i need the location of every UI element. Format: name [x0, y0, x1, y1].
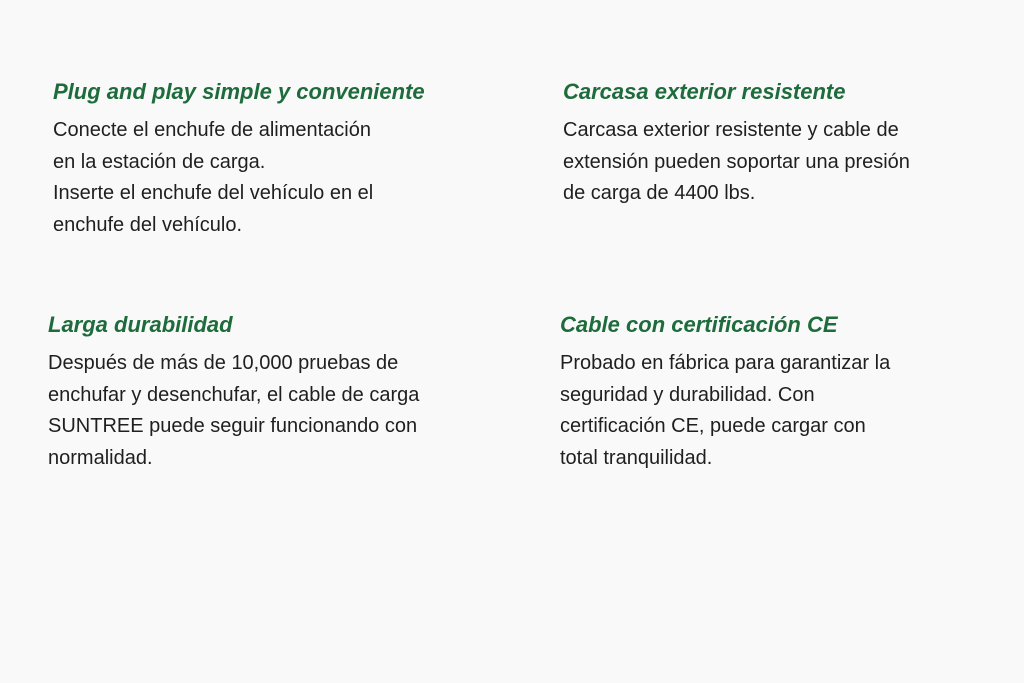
feature-description-line: normalidad. — [48, 446, 153, 469]
feature-description-line: seguridad y durabilidad. Con — [560, 383, 815, 406]
feature-description-line: extensión pueden soportar una presión — [563, 150, 910, 173]
feature-description-line: Inserte el enchufe del vehículo en el — [53, 182, 374, 204]
feature-description-line: en la estación de carga. — [53, 150, 266, 173]
feature-description-line: SUNTREE puede seguir funcionando con — [48, 415, 418, 437]
feature-description-line: total tranquilidad. — [560, 446, 713, 469]
feature-description-line: Probado en fábrica para garantizar la — [560, 352, 891, 374]
feature-description-line: de carga de 4400 lbs. — [563, 182, 756, 204]
feature-description-line: Después de más de 10,000 pruebas de — [48, 352, 399, 374]
feature-title: Cable con certificación CE — [560, 312, 838, 337]
feature-description-line: enchufar y desenchufar, el cable de carga — [48, 383, 420, 406]
feature-title: Larga durabilidad — [48, 312, 233, 337]
feature-description — [560, 348, 890, 474]
feature-description-line: Carcasa exterior resistente y cable de — [563, 119, 899, 141]
feature-plug-and-play — [53, 79, 425, 241]
feature-ce-certification — [560, 312, 890, 474]
feature-description-line: certificación CE, puede cargar con — [560, 415, 866, 437]
feature-description — [53, 115, 425, 241]
feature-title: Carcasa exterior resistente — [563, 79, 846, 104]
feature-durability — [48, 312, 419, 474]
feature-description-line: enchufe del vehículo. — [53, 213, 243, 236]
feature-description — [563, 115, 910, 210]
feature-description-line: Conecte el enchufe de alimentación — [53, 119, 371, 141]
feature-description — [48, 348, 419, 474]
feature-resistant-housing — [563, 79, 910, 210]
feature-title: Plug and play simple y conveniente — [53, 79, 425, 104]
